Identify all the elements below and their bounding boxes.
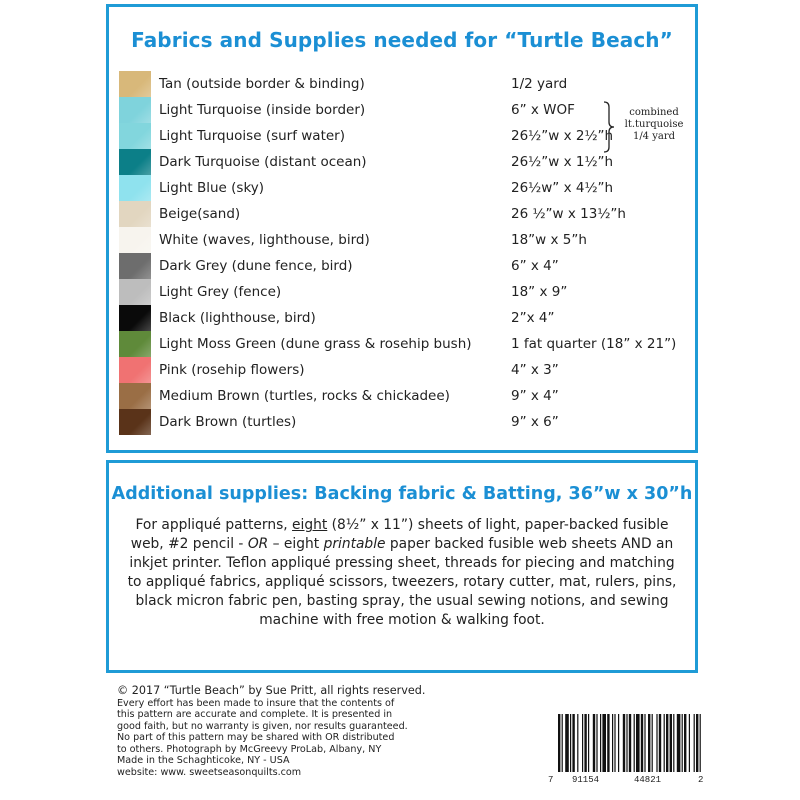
barcode-bar: [689, 714, 690, 772]
fabric-name: Pink (rosehip flowers): [159, 362, 305, 378]
fabric-row: [119, 253, 679, 279]
fabric-swatch: [119, 227, 151, 253]
fabric-row: [119, 331, 679, 357]
fabric-swatch: [119, 149, 151, 175]
copyright-block: [117, 684, 437, 779]
fabric-row: [119, 71, 679, 97]
copyright-line: good faith, but no warranty is given, nor results guaranteed.: [117, 720, 408, 732]
fabric-name: Light Turquoise (inside border): [159, 102, 366, 118]
copyright-line: Made in the Schaghticoke, NY - USA: [117, 755, 290, 767]
fabric-name: Black (lighthouse, bird): [159, 310, 316, 326]
fabric-row: [119, 357, 679, 383]
barcode-bar: [614, 714, 615, 772]
fabric-amount: 26½”w x 2½”h: [511, 128, 614, 144]
fabric-name: Light Moss Green (dune grass & rosehip bush): [159, 336, 472, 352]
barcode-bar: [558, 714, 560, 772]
fabric-amount: 6” x 4”: [511, 258, 559, 274]
fabric-row: [119, 383, 679, 409]
fabric-row: [119, 227, 679, 253]
barcode-bar: [626, 714, 627, 772]
combined-note-line: 1/4 yard: [632, 131, 676, 142]
barcode-bar: [666, 714, 668, 772]
barcode-bar: [644, 714, 645, 772]
barcode-bar: [648, 714, 650, 772]
brace-icon: [603, 101, 615, 153]
additional-supplies-panel: [106, 460, 698, 673]
fabric-row: [119, 201, 679, 227]
fabric-row: [119, 175, 679, 201]
fabric-name: Tan (outside border & binding): [159, 76, 365, 92]
barcode-digit-group: 2: [698, 775, 704, 785]
fabric-name: Dark Brown (turtles): [159, 414, 297, 430]
fabric-swatch: [119, 383, 151, 409]
barcode-digit-group: 7: [548, 775, 554, 785]
barcode-bar: [641, 714, 643, 772]
fabric-amount: 18”w x 5”h: [511, 232, 587, 248]
barcode-bar: [664, 714, 665, 772]
copyright-line: © 2017 “Turtle Beach” by Sue Pritt, all rights reserved.: [117, 684, 426, 697]
barcode-digit-group: 44821: [634, 775, 662, 785]
barcode-bar: [570, 714, 571, 772]
supplies-text-or: OR: [247, 536, 269, 552]
fabric-swatch: [119, 71, 151, 97]
barcode-digit-group: 91154: [572, 775, 600, 785]
fabric-row: [119, 305, 679, 331]
barcode-bar: [584, 714, 586, 772]
barcode-bar: [694, 714, 695, 772]
fabrics-panel: [106, 4, 698, 453]
fabric-amount: 26½”w x 1½”h: [511, 154, 614, 170]
fabric-swatch: [119, 175, 151, 201]
copyright-line: to others. Photograph by McGreevy ProLab, Albany, NY: [117, 743, 382, 755]
barcode-bar: [565, 714, 569, 772]
additional-supplies-title: Additional supplies: Backing fabric & Batting, 36”w x 30”h: [111, 484, 693, 504]
fabric-swatch: [119, 201, 151, 227]
barcode-bar: [602, 714, 606, 772]
fabric-amount: 1 fat quarter (18” x 21”): [511, 336, 677, 352]
supplies-text-part: For appliqué patterns,: [135, 517, 293, 533]
barcode-bar: [652, 714, 653, 772]
fabric-name: Light Blue (sky): [159, 180, 265, 196]
fabric-name: Dark Grey (dune fence, bird): [159, 258, 353, 274]
fabric-row: [119, 279, 679, 305]
fabric-name: White (waves, lighthouse, bird): [159, 232, 370, 248]
barcode-bar: [612, 714, 613, 772]
fabric-amount: 26½w” x 4½”h: [511, 180, 614, 196]
barcode-bar: [670, 714, 672, 772]
supplies-text-part: paper backed fusible web sheets AND an inkjet printer. Teflon appliqué pressing sheet, threads for piecing and matching to appliqué fabrics, appliqué scissors, tweezers, rotary cutter, mat, rulers, pins, black micron fabric pen, basting spray, the usual sewing notions, and sewing machine with free motion & walking foot.: [127, 536, 677, 628]
barcode-bar: [636, 714, 640, 772]
barcode-bar: [623, 714, 625, 772]
website-line: website: www. sweetseasonquilts.com: [117, 767, 302, 779]
fabric-name: Light Grey (fence): [159, 284, 282, 300]
barcode-bar: [600, 714, 601, 772]
fabric-name: Beige(sand): [159, 206, 241, 222]
fabric-row: [119, 149, 679, 175]
copyright-line: No part of this pattern may be shared with OR distributed: [117, 732, 395, 744]
combined-note-line: lt.turquoise: [624, 119, 684, 130]
fabric-swatch: [119, 279, 151, 305]
supplies-paragraph: [123, 516, 681, 630]
fabric-swatch: [119, 253, 151, 279]
copyright-line: Every effort has been made to insure that the contents of: [117, 697, 395, 709]
barcode-bar: [593, 714, 595, 772]
combined-note: [615, 107, 693, 143]
barcode-bar: [588, 714, 589, 772]
fabric-row: [119, 123, 679, 149]
fabric-amount: 2”x 4”: [511, 310, 555, 326]
fabric-name: Medium Brown (turtles, rocks & chickadee): [159, 388, 450, 404]
barcode-bar: [682, 714, 683, 772]
combined-note-line: combined: [629, 107, 679, 118]
barcode-bar: [607, 714, 609, 772]
fabric-swatch: [119, 409, 151, 435]
copyright-line: this pattern are accurate and complete. It is presented in: [117, 709, 393, 721]
barcode-bar: [577, 714, 578, 772]
fabric-amount: 18” x 9”: [511, 284, 568, 300]
fabric-amount: 26 ½”w x 13½”h: [511, 206, 626, 222]
fabric-amount: 6” x WOF: [511, 102, 575, 118]
barcode-bar: [696, 714, 698, 772]
fabric-name: Dark Turquoise (distant ocean): [159, 154, 367, 170]
barcode-bar: [618, 714, 619, 772]
barcode-bar: [677, 714, 681, 772]
fabric-amount: 1/2 yard: [511, 76, 568, 92]
barcode-bar: [673, 714, 674, 772]
barcode-bar: [684, 714, 686, 772]
fabrics-title: Fabrics and Supplies needed for “Turtle Beach”: [131, 28, 673, 52]
fabric-swatch: [119, 357, 151, 383]
barcode-bar: [634, 714, 635, 772]
fabric-swatch: [119, 305, 151, 331]
fabric-swatch: [119, 97, 151, 123]
supplies-text-part: – eight: [268, 536, 324, 552]
barcode-bar: [596, 714, 597, 772]
fabric-amount: 9” x 4”: [511, 388, 559, 404]
fabric-row: [119, 409, 679, 435]
barcode-bar: [582, 714, 583, 772]
fabric-name: Light Turquoise (surf water): [159, 128, 345, 144]
supplies-text-printable: printable: [323, 536, 386, 552]
barcode-bar: [656, 714, 657, 772]
supplies-text-part: (8½” x 11”) sheets of light, paper-backed fusible web, #2 pencil -: [130, 517, 669, 552]
fabric-swatch: [119, 123, 151, 149]
barcode-bar: [562, 714, 563, 772]
barcode-bar: [629, 714, 631, 772]
barcode-bar: [700, 714, 701, 772]
fabric-row: [119, 97, 679, 123]
fabric-amount: 9” x 6”: [511, 414, 559, 430]
barcode-bar: [572, 714, 574, 772]
fabric-amount: 4” x 3”: [511, 362, 559, 378]
barcode-bar: [659, 714, 661, 772]
supplies-text-eight: eight: [292, 517, 328, 533]
fabric-swatch: [119, 331, 151, 357]
